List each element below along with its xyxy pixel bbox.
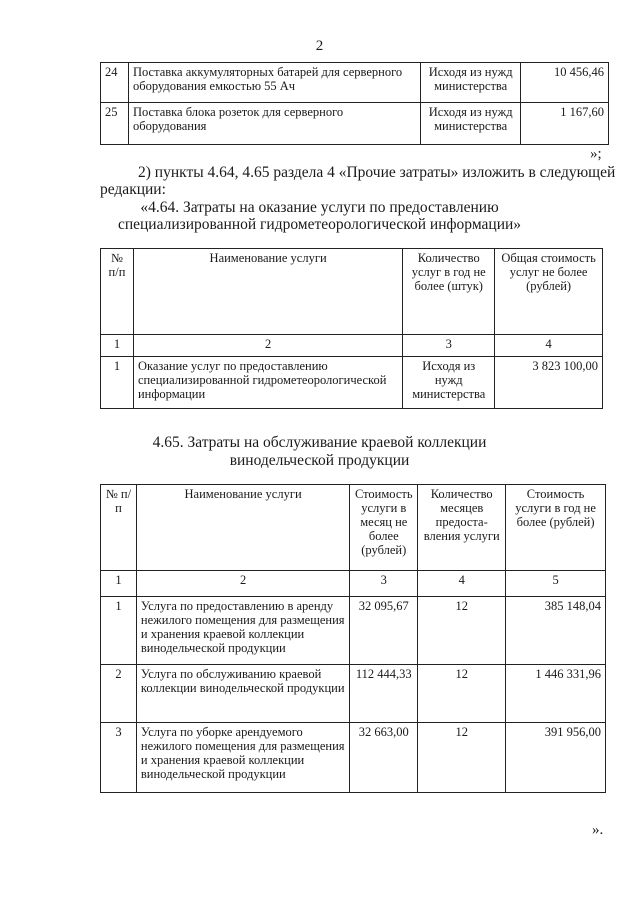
header-no: № п/п (101, 249, 134, 335)
section-464-title-2: специализированной гидрометеорологической информации» (117, 216, 522, 233)
table-row (101, 63, 609, 103)
paragraph-line-1: 2) пункты 4.64, 4.65 раздела 4 «Прочие затраты» изложить в следующей (138, 164, 616, 181)
table-header-row (101, 485, 606, 571)
table-row (101, 103, 609, 145)
paragraph-line-2: редакции: (100, 181, 166, 198)
row-number: 1 (101, 357, 134, 409)
row-months: 12 (418, 665, 506, 723)
table-header-row (101, 249, 603, 335)
index-cell: 2 (136, 571, 349, 597)
row-monthly: 32 663,00 (350, 723, 418, 793)
table-row (101, 597, 606, 665)
row-name: Услуга по предоставлению в аренду нежилого помещения для размещения и хранения краевой коллекции винодельческой продукции (136, 597, 349, 665)
row-monthly: 32 095,67 (350, 597, 418, 665)
row-name: Оказание услуг по предоставлению специализированной гидрометеорологической информации (133, 357, 402, 409)
row-name: Поставка аккумуляторных батарей для серверного оборудования емкостью 55 Ач (128, 63, 420, 103)
index-cell: 4 (495, 335, 603, 357)
row-number: 3 (101, 723, 137, 793)
row-name: Услуга по уборке арендуемого нежилого помещения для размещения и хранения краевой коллекции винодельческой продукции (136, 723, 349, 793)
section-465-title-2: винодельческой продукции (229, 452, 410, 469)
header-yearly: Стоимость услуги в год не более (рублей) (506, 485, 606, 571)
row-number: 24 (101, 63, 129, 103)
row-amount: 1 167,60 (521, 103, 609, 145)
page-number: 2 (315, 38, 324, 54)
table-464 (100, 248, 603, 409)
row-number: 25 (101, 103, 129, 145)
header-name: Наименование услуги (136, 485, 349, 571)
row-cost: 3 823 100,00 (495, 357, 603, 409)
header-monthly: Стоимость услуги в месяц не более (рублей) (350, 485, 418, 571)
table-top (100, 62, 609, 145)
header-qty: Количество услуг в год не более (штук) (403, 249, 495, 335)
header-no: № п/п (101, 485, 137, 571)
row-number: 2 (101, 665, 137, 723)
row-months: 12 (418, 723, 506, 793)
section-464-title-1: «4.64. Затраты на оказание услуги по предоставлению (140, 199, 499, 216)
row-basis: Исходя из нужд министерства (421, 103, 521, 145)
index-cell: 5 (506, 571, 606, 597)
index-cell: 2 (133, 335, 402, 357)
index-cell: 4 (418, 571, 506, 597)
header-months: Количество месяцев предоста-вления услуги (418, 485, 506, 571)
row-name: Услуга по обслуживанию краевой коллекции винодельческой продукции (136, 665, 349, 723)
table-row (101, 665, 606, 723)
row-monthly: 112 444,33 (350, 665, 418, 723)
row-months: 12 (418, 597, 506, 665)
closing-quote-top: »; (590, 146, 602, 162)
row-number: 1 (101, 597, 137, 665)
row-amount: 10 456,46 (521, 63, 609, 103)
index-cell: 3 (403, 335, 495, 357)
table-465 (100, 484, 606, 793)
index-cell: 3 (350, 571, 418, 597)
table-index-row (101, 335, 603, 357)
row-yearly: 1 446 331,96 (506, 665, 606, 723)
header-name: Наименование услуги (133, 249, 402, 335)
header-cost: Общая стоимость услуг не более (рублей) (495, 249, 603, 335)
row-name: Поставка блока розеток для серверного оборудования (128, 103, 420, 145)
index-cell: 1 (101, 335, 134, 357)
table-row (101, 723, 606, 793)
row-yearly: 391 956,00 (506, 723, 606, 793)
section-465-title-1: 4.65. Затраты на обслуживание краевой коллекции (152, 434, 487, 451)
row-qty: Исходя из нужд министерства (403, 357, 495, 409)
closing-quote-bottom: ». (592, 822, 604, 838)
table-row (101, 357, 603, 409)
row-basis: Исходя из нужд министерства (421, 63, 521, 103)
index-cell: 1 (101, 571, 137, 597)
table-index-row (101, 571, 606, 597)
row-yearly: 385 148,04 (506, 597, 606, 665)
